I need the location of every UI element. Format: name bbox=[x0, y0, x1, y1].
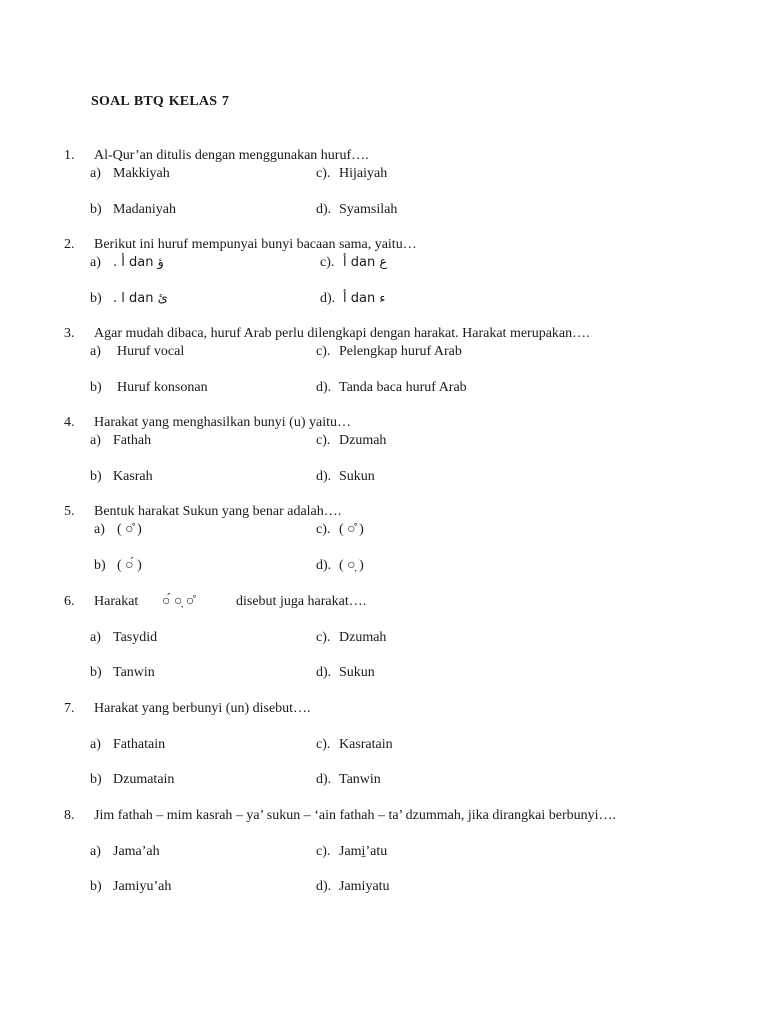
question-text-end: disebut juga harakat…. bbox=[236, 594, 367, 609]
question-text: Jim fathah – mim kasrah – ya’ sukun – ‘ain fathah – ta’ dzummah, jika dirangkai berbunyi…. bbox=[94, 808, 617, 823]
option-text: Madaniyah bbox=[113, 202, 176, 217]
option-label: c). bbox=[320, 255, 335, 270]
option-label: a) bbox=[90, 166, 101, 181]
option-label: a) bbox=[90, 255, 101, 270]
option-label: a) bbox=[94, 522, 105, 537]
option-text: . أ dan ؤ bbox=[113, 255, 164, 270]
option-label: a) bbox=[90, 630, 101, 645]
option-text: Dzumah bbox=[339, 630, 387, 645]
option-text: Huruf konsonan bbox=[117, 380, 208, 395]
question-text-start: Harakat bbox=[94, 594, 139, 609]
option-text: Jami̱’atu bbox=[339, 844, 388, 859]
question-text: Harakat yang menghasilkan bunyi (u) yaitu… bbox=[94, 415, 351, 430]
option-text: Sukun bbox=[339, 469, 375, 484]
option-label: d). bbox=[316, 772, 332, 787]
option-label: b) bbox=[90, 202, 102, 217]
option-label: b) bbox=[90, 772, 102, 787]
option-label: c). bbox=[316, 344, 331, 359]
question-number: 3. bbox=[64, 326, 75, 341]
question-number: 8. bbox=[64, 808, 75, 823]
option-label: c). bbox=[316, 166, 331, 181]
question-text: Al-Qur’an ditulis dengan menggunakan huruf…. bbox=[94, 148, 369, 163]
option-label: d). bbox=[316, 558, 332, 573]
question-text: Agar mudah dibaca, huruf Arab perlu dilengkapi dengan harakat. Harakat merupakan…. bbox=[94, 326, 590, 341]
question-number: 4. bbox=[64, 415, 75, 430]
option-label: d). bbox=[316, 469, 332, 484]
option-text: Jamiyatu bbox=[339, 879, 390, 894]
option-label: a) bbox=[90, 344, 101, 359]
option-text: Tasydid bbox=[113, 630, 158, 645]
option-text: Huruf vocal bbox=[117, 344, 185, 359]
option-text: Fathatain bbox=[113, 737, 166, 752]
option-label: b) bbox=[90, 879, 102, 894]
question-text: Bentuk harakat Sukun yang benar adalah…. bbox=[94, 504, 342, 519]
question-number: 5. bbox=[64, 504, 75, 519]
option-text: ( ○̣ ) bbox=[339, 558, 364, 573]
option-text: Jama’ah bbox=[113, 844, 160, 859]
option-text: Dzumatain bbox=[113, 772, 175, 787]
option-label: d). bbox=[316, 380, 332, 395]
option-text: Pelengkap huruf Arab bbox=[339, 344, 462, 359]
option-text: Hijaiyah bbox=[339, 166, 388, 181]
option-label: b) bbox=[90, 665, 102, 680]
option-text: Tanda baca huruf Arab bbox=[339, 380, 467, 395]
option-text: Tanwin bbox=[113, 665, 155, 680]
option-text: أ dan ء bbox=[343, 291, 386, 306]
question-text: Berikut ini huruf mempunyai bunyi bacaan sama, yaitu… bbox=[94, 237, 417, 252]
option-text: أ dan ع bbox=[343, 255, 388, 270]
option-text: Sukun bbox=[339, 665, 375, 680]
option-label: d). bbox=[316, 202, 332, 217]
question-number: 1. bbox=[64, 148, 75, 163]
option-label: b) bbox=[90, 380, 102, 395]
option-label: c). bbox=[316, 844, 331, 859]
option-text: ( ○̊ ) bbox=[339, 522, 364, 537]
option-label: a) bbox=[90, 844, 101, 859]
option-label: c). bbox=[316, 522, 331, 537]
question-number: 2. bbox=[64, 237, 75, 252]
option-label: b) bbox=[90, 469, 102, 484]
option-text: Jamiyu’ah bbox=[113, 879, 172, 894]
option-text: Dzumah bbox=[339, 433, 387, 448]
question-text: Harakat yang berbunyi (un) disebut…. bbox=[94, 701, 311, 716]
option-label: d). bbox=[316, 665, 332, 680]
option-text: . ا dan ئ bbox=[113, 291, 168, 306]
option-text: Tanwin bbox=[339, 772, 381, 787]
option-label: c). bbox=[316, 630, 331, 645]
document-title: SOAL BTQ KELAS 7 bbox=[91, 94, 230, 109]
option-text: Makkiyah bbox=[113, 166, 170, 181]
option-text: Syamsilah bbox=[339, 202, 398, 217]
question-number: 7. bbox=[64, 701, 75, 716]
option-text: Fathah bbox=[113, 433, 152, 448]
option-text: Kasratain bbox=[339, 737, 393, 752]
option-label: a) bbox=[90, 433, 101, 448]
option-label: b) bbox=[94, 558, 106, 573]
option-text: ( ○̊ ) bbox=[117, 522, 142, 537]
option-label: c). bbox=[316, 433, 331, 448]
option-label: d). bbox=[320, 291, 336, 306]
option-label: a) bbox=[90, 737, 101, 752]
question-number: 6. bbox=[64, 594, 75, 609]
harakat-marks: ○́ ○̣ ○̊ bbox=[162, 594, 195, 609]
option-text: Kasrah bbox=[113, 469, 153, 484]
option-text: ( ○́ ) bbox=[117, 558, 142, 573]
option-label: c). bbox=[316, 737, 331, 752]
option-label: d). bbox=[316, 879, 332, 894]
option-label: b) bbox=[90, 291, 102, 306]
